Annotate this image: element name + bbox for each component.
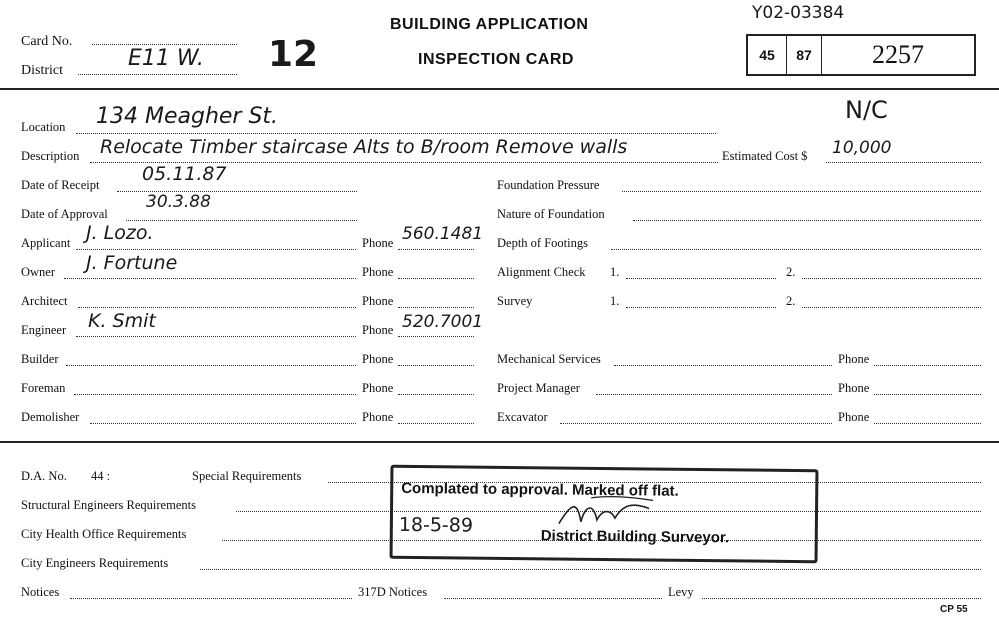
- owner-value: J. Fortune: [86, 252, 178, 274]
- alignment-check-1-line: [626, 278, 776, 279]
- card-no-label: Card No.: [21, 34, 73, 49]
- structural-requirements-label: Structural Engineers Requirements: [21, 498, 196, 512]
- applicant-phone-line: [398, 249, 474, 250]
- notices-317d-label: 317D Notices: [358, 585, 428, 599]
- survey-1-line: [626, 307, 776, 308]
- stamp-date: 18-5-89: [398, 513, 474, 537]
- foreman-phone-label: Phone: [362, 381, 394, 395]
- district-number: 12: [268, 34, 319, 75]
- card-no-line: [92, 44, 237, 45]
- date-receipt-value: 05.11.87: [142, 163, 227, 185]
- alignment-check-2: 2.: [786, 265, 796, 279]
- location-label: Location: [21, 120, 66, 134]
- foreman-phone-line: [398, 394, 474, 395]
- notices-label: Notices: [21, 585, 60, 599]
- survey-label: Survey: [497, 294, 533, 308]
- city-engineers-requirements-label: City Engineers Requirements: [21, 556, 169, 570]
- architect-phone-label: Phone: [362, 294, 394, 308]
- excavator-label: Excavator: [497, 410, 548, 424]
- applicant-line: [76, 249, 356, 250]
- survey-1: 1.: [610, 294, 620, 308]
- excavator-phone-label: Phone: [838, 410, 870, 424]
- alignment-check-label: Alignment Check: [497, 265, 586, 279]
- box-number: 2257: [872, 40, 924, 69]
- date-approval-line: [126, 220, 357, 221]
- title-line1: BUILDING APPLICATION: [390, 16, 589, 33]
- project-manager-line: [596, 394, 832, 395]
- applicant-value: J. Lozo.: [86, 222, 154, 244]
- district-label: District: [21, 63, 63, 78]
- location-value: 134 Meagher St.: [96, 104, 279, 129]
- levy-label: Levy: [668, 585, 694, 599]
- demolisher-phone-line: [398, 423, 474, 424]
- foundation-pressure-label: Foundation Pressure: [497, 178, 600, 192]
- survey-2: 2.: [786, 294, 796, 308]
- special-requirements-label: Special Requirements: [192, 469, 302, 483]
- da-no-value: 44 :: [91, 469, 111, 483]
- owner-line: [64, 278, 356, 279]
- reference-number-box: [746, 34, 976, 76]
- estimated-cost-line: [826, 162, 981, 163]
- da-no-label: D.A. No.: [21, 469, 67, 483]
- applicant-phone-label: Phone: [362, 236, 394, 250]
- builder-label: Builder: [21, 352, 59, 366]
- mechanical-phone-line: [874, 365, 981, 366]
- location-line: [76, 133, 716, 134]
- notices-317d-line: [444, 598, 662, 599]
- stamp-line1: Complated to approval. Marked off flat.: [401, 479, 679, 500]
- estimated-cost-value: 10,000: [832, 138, 892, 158]
- builder-phone-line: [398, 365, 474, 366]
- demolisher-label: Demolisher: [21, 410, 80, 424]
- owner-label: Owner: [21, 265, 56, 279]
- owner-phone-line: [398, 278, 474, 279]
- engineer-label: Engineer: [21, 323, 67, 337]
- engineer-phone-value: 520.7001: [402, 312, 484, 332]
- nature-foundation-label: Nature of Foundation: [497, 207, 605, 221]
- city-engineers-requirements-line: [200, 569, 981, 570]
- mechanical-services-label: Mechanical Services: [497, 352, 601, 366]
- engineer-phone-label: Phone: [362, 323, 394, 337]
- architect-line: [78, 307, 356, 308]
- engineer-line: [76, 336, 356, 337]
- foreman-line: [74, 394, 356, 395]
- box-a: 45: [748, 36, 787, 74]
- excavator-phone-line: [874, 423, 981, 424]
- date-receipt-label: Date of Receipt: [21, 178, 100, 192]
- engineer-value: K. Smit: [88, 310, 156, 332]
- middle-divider: [0, 441, 999, 443]
- description-value: Relocate Timber staircase Alts to B/room Remove walls: [100, 136, 628, 158]
- demolisher-line: [90, 423, 356, 424]
- applicant-phone-value: 560.1481: [402, 224, 484, 244]
- form-code: CP 55: [940, 604, 968, 615]
- completion-stamp: [390, 465, 819, 563]
- engineer-phone-line: [398, 336, 474, 337]
- box-b: 87: [787, 36, 822, 74]
- date-approval-value: 30.3.88: [146, 192, 211, 212]
- alignment-check-1: 1.: [610, 265, 620, 279]
- mechanical-services-line: [614, 365, 832, 366]
- nature-foundation-line: [633, 220, 981, 221]
- architect-label: Architect: [21, 294, 68, 308]
- nc-mark: N/C: [845, 96, 888, 124]
- estimated-cost-label: Estimated Cost $: [722, 149, 808, 163]
- stamp-line2: District Building Surveyor.: [540, 527, 730, 547]
- date-approval-label: Date of Approval: [21, 207, 108, 221]
- survey-2-line: [802, 307, 981, 308]
- depth-footings-line: [611, 249, 981, 250]
- district-value: E11 W.: [128, 46, 204, 71]
- header-divider: [0, 88, 999, 90]
- foreman-label: Foreman: [21, 381, 66, 395]
- project-manager-phone-label: Phone: [838, 381, 870, 395]
- city-health-requirements-label: City Health Office Requirements: [21, 527, 187, 541]
- owner-phone-label: Phone: [362, 265, 394, 279]
- file-reference: Y02-03384: [752, 3, 845, 23]
- alignment-check-2-line: [802, 278, 981, 279]
- district-line: [78, 74, 237, 75]
- notices-line: [70, 598, 352, 599]
- architect-phone-line: [398, 307, 474, 308]
- depth-footings-label: Depth of Footings: [497, 236, 588, 250]
- demolisher-phone-label: Phone: [362, 410, 394, 424]
- mechanical-phone-label: Phone: [838, 352, 870, 366]
- builder-line: [66, 365, 356, 366]
- description-label: Description: [21, 149, 80, 163]
- levy-line: [702, 598, 981, 599]
- project-manager-phone-line: [874, 394, 981, 395]
- project-manager-label: Project Manager: [497, 381, 580, 395]
- foundation-pressure-line: [622, 191, 981, 192]
- title-line2: INSPECTION CARD: [418, 51, 574, 68]
- excavator-line: [560, 423, 832, 424]
- builder-phone-label: Phone: [362, 352, 394, 366]
- applicant-label: Applicant: [21, 236, 71, 250]
